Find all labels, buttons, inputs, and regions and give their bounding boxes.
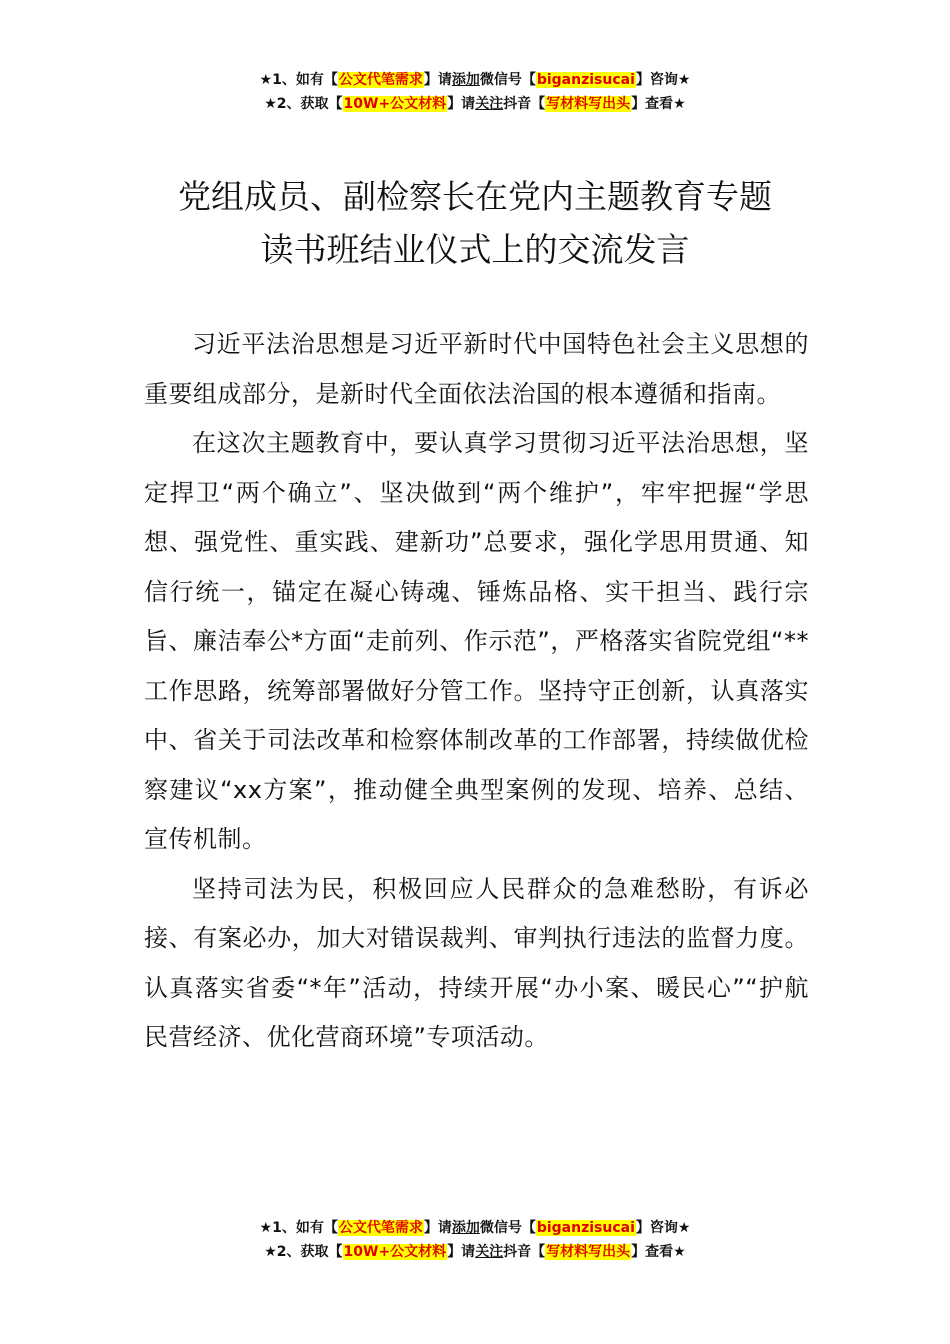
promo-text: 抖音【 <box>503 96 546 112</box>
document-body <box>144 320 809 1063</box>
promo-line-1 <box>0 1216 950 1240</box>
promo-text: 抖音【 <box>503 1244 546 1260</box>
promo-text: 】请 <box>447 96 476 112</box>
promo-line-1 <box>0 68 950 92</box>
document-title <box>0 170 950 276</box>
promo-highlight: 10W+公文材料 <box>343 1244 447 1260</box>
promo-text: 】查看★ <box>631 96 686 112</box>
promo-highlight: 公文代笔需求 <box>338 1220 423 1236</box>
promo-text: 微信号【 <box>479 1220 536 1236</box>
promo-text: 微信号【 <box>479 72 536 88</box>
promo-highlight: 公文代笔需求 <box>338 72 423 88</box>
promo-douyin-id: 写材料写出头 <box>546 1244 631 1260</box>
promo-text: 】请 <box>423 1220 452 1236</box>
promo-text: 】咨询★ <box>635 72 691 88</box>
paragraph: 在这次主题教育中，要认真学习贯彻习近平法治思想，坚定捍卫“两个确立”、坚决做到“两个维护”，牢牢把握“学思想、强党性、重实践、建新功”总要求，强化学思用贯通、知信行统一，锚定在凝心铸魂、锤炼品格、实干担当、践行宗旨、廉洁奉公*方面“走前列、作示范”，严格落实省院党组“**工作思路，统筹部署做好分管工作。坚持守正创新，认真落实中、省关于司法改革和检察体制改革的工作部署，持续做优检察建议“xx方案”，推动健全典型案例的发现、培养、总结、宣传机制。 <box>144 429 809 853</box>
promo-highlight: 10W+公文材料 <box>343 96 447 112</box>
promo-line-2 <box>0 1240 950 1264</box>
promo-line-2 <box>0 92 950 116</box>
promo-text: 】请 <box>447 1244 476 1260</box>
paragraph: 习近平法治思想是习近平新时代中国特色社会主义思想的重要组成部分，是新时代全面依法治国的根本遵循和指南。 <box>144 330 809 408</box>
footer-promo <box>0 1216 950 1264</box>
title-line-2: 读书班结业仪式上的交流发言 <box>260 230 690 269</box>
promo-wechat-id: biganzisucai <box>536 1220 635 1236</box>
promo-text: ★2、获取【 <box>264 96 343 112</box>
promo-underlined: 关注 <box>475 96 504 112</box>
promo-underlined: 添加 <box>451 72 480 88</box>
promo-underlined: 关注 <box>475 1244 504 1260</box>
promo-text: ★1、如有【 <box>259 72 338 88</box>
promo-text: ★1、如有【 <box>259 1220 338 1236</box>
promo-wechat-id: biganzisucai <box>536 72 635 88</box>
paragraph: 坚持司法为民，积极回应人民群众的急难愁盼，有诉必接、有案必办，加大对错误裁判、审判执行违法的监督力度。认真落实省委“*年”活动，持续开展“办小案、暖民心”“护航民营经济、优化营商环境”专项活动。 <box>144 874 809 1051</box>
header-promo <box>0 68 950 116</box>
title-line-1: 党组成员、副检察长在党内主题教育专题 <box>178 177 772 216</box>
promo-douyin-id: 写材料写出头 <box>546 96 631 112</box>
promo-underlined: 添加 <box>451 1220 480 1236</box>
promo-text: 】咨询★ <box>635 1220 691 1236</box>
promo-text: ★2、获取【 <box>264 1244 343 1260</box>
promo-text: 】请 <box>423 72 452 88</box>
promo-text: 】查看★ <box>631 1244 686 1260</box>
